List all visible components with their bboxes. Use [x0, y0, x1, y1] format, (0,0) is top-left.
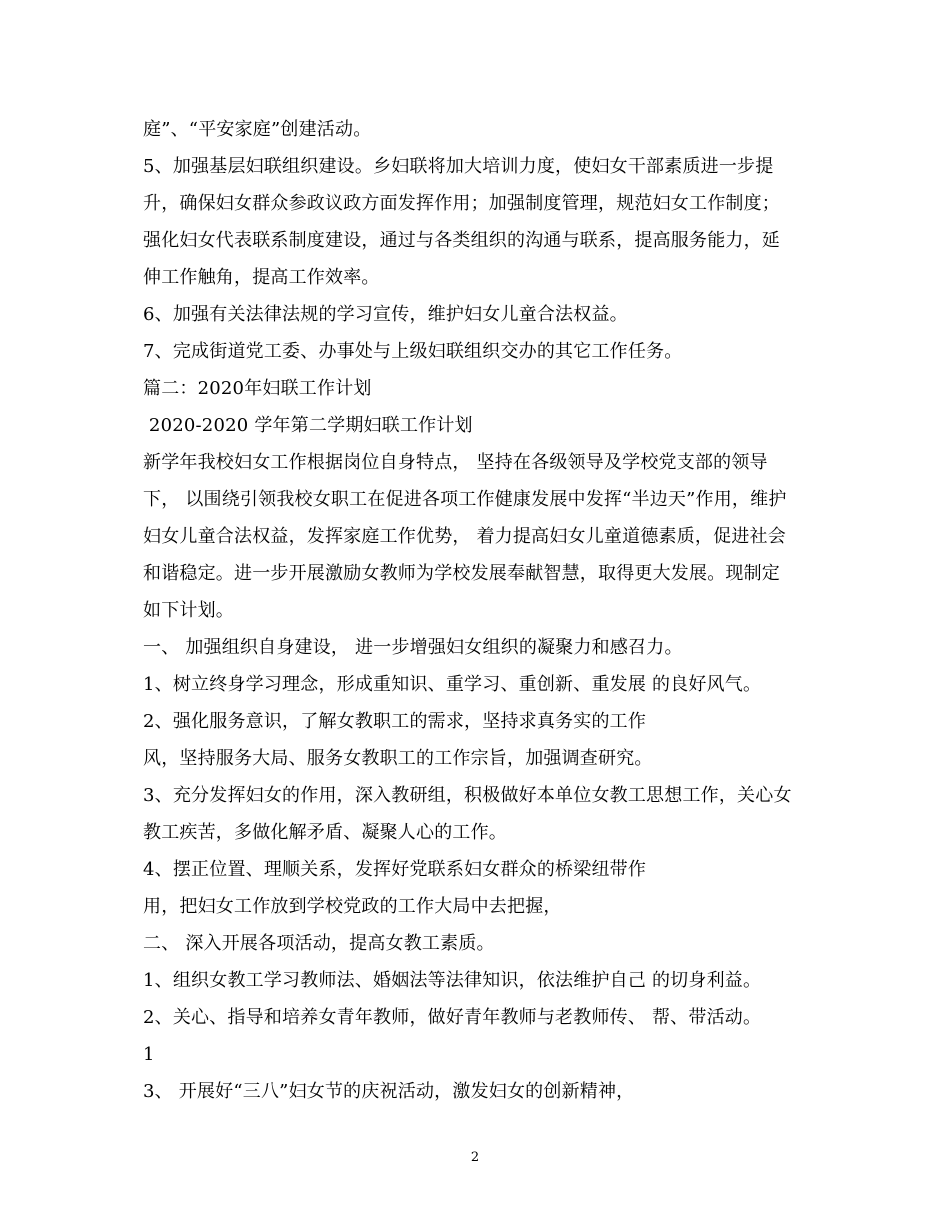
text-line: 7、完成街道党工委、办事处与上级妇联组织交办的其它工作任务。 [143, 341, 683, 362]
text-line: 用，把妇女工作放到学校党政的工作大局中去把握， [143, 896, 562, 917]
text-line: 1、组织女教工学习教师法、婚姻法等法律知识，依法维护自己 的切身利益。 [143, 970, 762, 991]
text-line: 2、关心、指导和培养女青年教师，做好青年教师与老教师传、 帮、带活动。 [143, 1007, 762, 1028]
page-number: 2 [470, 1150, 480, 1165]
text-line: 5、加强基层妇联组织建设。乡妇联将加大培训力度，使妇女干部素质进一步提 [143, 156, 774, 177]
section-heading: 篇二：2020年妇联工作计划 [143, 378, 372, 399]
text-line: 下， 以围绕引领我校女职工在促进各项工作健康发展中发挥“半边天”作用，维护 [143, 489, 787, 510]
text-line: 6、加强有关法律法规的学习宣传，维护妇女儿童合法权益。 [143, 304, 628, 325]
text-line: 3、 开展好“三八”妇女节的庆祝活动，激发妇女的创新精神， [143, 1081, 635, 1102]
text-line: 3、充分发挥妇女的作用，深入教研组，积极做好本单位女教工思想工作，关心女 [143, 785, 792, 806]
text-line: 伸工作触角，提高工作效率。 [143, 267, 380, 288]
text-line: 教工疾苦，多做化解矛盾、凝聚人心的工作。 [143, 822, 507, 843]
text-line: 1、树立终身学习理念，形成重知识、重学习、重创新、重发展 的良好风气。 [143, 674, 762, 695]
section-title: 2020-2020 学年第二学期妇联工作计划 [143, 415, 473, 436]
text-line: 升，确保妇女群众参政议政方面发挥作用；加强制度管理，规范妇女工作制度； [143, 193, 780, 214]
text-line: 二、 深入开展各项活动，提高女教工素质。 [143, 933, 495, 954]
text-line: 如下计划。 [143, 600, 234, 621]
text-line: 4、摆正位置、理顺关系，发挥好党联系妇女群众的桥梁纽带作 [143, 859, 647, 880]
text-line: 风，坚持服务大局、服务女教职工的工作宗旨，加强调查研究。 [143, 748, 653, 769]
text-line: 2、强化服务意识，了解女教职工的需求，坚持求真务实的工作 [143, 711, 647, 732]
text-line: 强化妇女代表联系制度建设，通过与各类组织的沟通与联系，提高服务能力，延 [143, 230, 780, 251]
text-line: 新学年我校妇女工作根据岗位自身特点， 坚持在各级领导及学校党支部的领导 [143, 452, 768, 473]
text-line: 和谐稳定。进一步开展激励女教师为学校发展奉献智慧，取得更大发展。现制定 [143, 563, 780, 584]
text-line: 庭”、“平安家庭”创建活动。 [143, 119, 372, 140]
text-line: 1 [143, 1044, 155, 1065]
text-line: 一、 加强组织自身建设， 进一步增强妇女组织的凝聚力和感召力。 [143, 637, 683, 658]
text-line: 妇女儿童合法权益，发挥家庭工作优势， 着力提高妇女儿童道德素质，促进社会 [143, 526, 786, 547]
